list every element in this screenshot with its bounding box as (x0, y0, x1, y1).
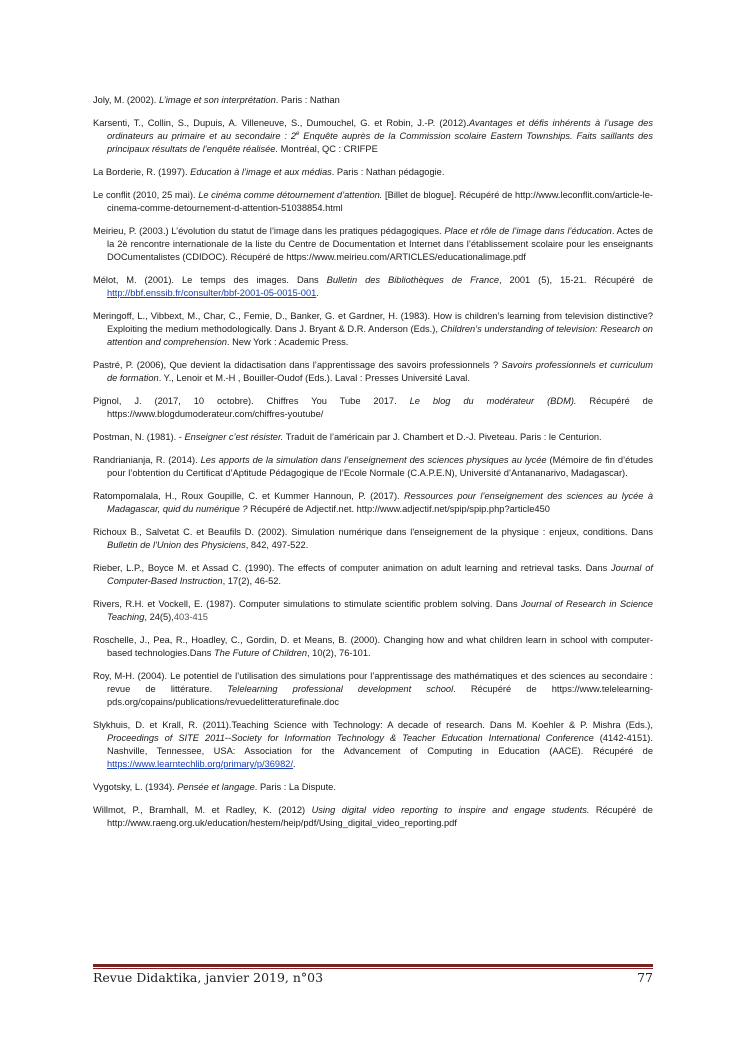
reference-authors: Ratompomalala, H., Roux Goupille, C. et Kummer Hannoun, P. (2017). (93, 491, 404, 501)
reference-entry (93, 431, 653, 444)
reference-authors: Joly, M. (2002). (93, 95, 159, 105)
reference-entry (93, 225, 653, 264)
reference-rest: . Actes de la 2è rencontre internationale de la liste du Centre de Documentation et Internet dans l’établissement scolaire pour les enseignants DOCumentalistes (CDIDOC). Récupéré de https://www.meirieu.com/ARTICLES/educationalimage.pdf (107, 226, 653, 262)
reference-title: L’image et son interprétation (158, 95, 276, 105)
reference-rest: . Paris : Nathan (275, 95, 340, 105)
reference-title: Bulletin de l'Union des Physiciens (107, 540, 246, 550)
reference-entry (93, 310, 653, 349)
reference-title-cont: Enquête auprès de la Commission scolaire Eastern Townships. Faits saillants des principaux résultats de l’enquête réalisée. (107, 131, 653, 154)
reference-entry (93, 781, 653, 794)
reference-authors: Karsenti, T., Collin, S., Dupuis, A. Villeneuve, S., Dumouchel, G. et Robin, J.-P. (2012). (93, 118, 469, 128)
reference-authors: Vygotsky, L. (1934). (93, 782, 178, 792)
reference-rest: Récupéré de Adjectif.net. http://www.adjectif.net/spip/spip.php?article450 (247, 504, 550, 514)
reference-title: Savoirs professionnels et curriculum de formation (107, 360, 654, 383)
reference-entry (93, 359, 653, 385)
reference-title: Pensée et langage (177, 782, 255, 792)
reference-rest: Traduit de l’américain par J. Chambert et D.-J. Piveteau. Paris : le Centurion. (283, 432, 602, 442)
reference-rest-end: . (293, 759, 296, 769)
reference-title: Le blog du modérateur (BDM). (409, 396, 577, 406)
reference-list (93, 94, 653, 840)
reference-entry (93, 94, 653, 107)
reference-authors: La Borderie, R. (1997). (93, 167, 191, 177)
reference-authors: Slykhuis, D. et Krall, R. (2011).Teaching Science with Technology: A decade of research. Dans M. Koehler & P. Mishra (Eds.), (93, 720, 653, 730)
reference-title: Enseigner c’est résister. (184, 432, 284, 442)
reference-rest: Récupéré de http://www.raeng.org.uk/education/hestem/heip/pdf/Using_digital_video_reporting.pdf (107, 805, 653, 828)
reference-title: Les apports de la simulation dans l’enseignement des sciences physiques au lycée (200, 455, 547, 465)
reference-title: Place et rôle de l’image dans l’éducation (444, 226, 612, 236)
reference-pages: 403-415 (173, 612, 208, 622)
reference-entry (93, 719, 653, 771)
reference-rest: (Mémoire de fin d’études pour l’obtention du Certificat d’Aptitude Pédagogique de l’Ecole Normale (C.A.P.E.N), Université d’Antananarivo, Madagascar). (107, 455, 654, 478)
reference-authors: Rivers, R.H. et Vockell, E. (1987). Computer simulations to stimulate scientific problem solving. Dans (93, 599, 521, 609)
reference-entry (93, 804, 653, 830)
reference-title: Proceedings of SITE 2011--Society for Information Technology & Teacher Education International Conference (107, 733, 594, 743)
reference-entry (93, 117, 653, 156)
reference-rest: . Paris : Nathan pédagogie. (331, 167, 445, 177)
reference-rest: , 10(2), 76-101. (307, 648, 371, 658)
reference-entry (93, 634, 653, 660)
reference-authors: Pastré, P. (2006), Que devient la didactisation dans l’apprentissage des savoirs professionnels ? (93, 360, 502, 370)
reference-authors: Mélot, M. (2001). Le temps des images. Dans (93, 275, 327, 285)
reference-authors: Meringoff, L., Vibbext, M., Char, C., Femie, D., Banker, G. et Gardner, H. (1983). How is children’s learning from television distinctive? Exploiting the medium methodologically. Dans J. Bryant & D.R. Anderson (Eds.), (93, 311, 653, 334)
reference-rest: Montréal, QC : CRIFPE (278, 144, 378, 154)
reference-entry (93, 490, 653, 516)
reference-rest: [Billet de blogue]. Récupéré de http://www.leconflit.com/article-le-cinema-comme-detournement-d-attention-51038854.html (107, 190, 653, 213)
reference-authors: Roy, M-H. (2004). Le potentiel de l’utilisation des simulations pour l’apprentissage des mathématiques et des sciences au secondaire : revue de littérature. (93, 671, 653, 694)
reference-title: Bulletin des Bibliothèques de France (326, 275, 500, 285)
reference-authors: Pignol, J. (2017, 10 octobre). Chiffres You Tube 2017. (93, 396, 410, 406)
reference-title: Journal of Research in Science Teaching (107, 599, 653, 622)
reference-authors: Randrianianja, R. (2014). (93, 455, 201, 465)
reference-title: Telelearning professional development school (227, 684, 454, 694)
reference-authors: Postman, N. (1981). - (93, 432, 185, 442)
reference-rest: . Y., Lenoir et M.-H , Bouiller-Oudof (Eds.). Laval : Presses Université Laval. (158, 373, 470, 383)
reference-authors: Le conflit (2010, 25 mai). (93, 190, 199, 200)
reference-title: Using digital video reporting to inspire and engage students. (311, 805, 590, 815)
reference-authors: Rieber, L.P., Boyce M. et Assad C. (1990). The effects of computer animation on adult learning and retrieval tasks. Dans (93, 563, 611, 573)
reference-authors: Willmot, P., Bramhall, M. et Radley, K. (2012) (93, 805, 312, 815)
footer-journal: Revue Didaktika, janvier 2019, n°03 (93, 970, 324, 985)
reference-entry (93, 562, 653, 588)
reference-title: Avantages et défis inhérents à l’usage des ordinateurs au primaire et au secondaire : 2 (107, 118, 653, 141)
reference-entry (93, 189, 653, 215)
reference-superscript: e (296, 130, 300, 137)
reference-rest: Récupéré de https://www.blogdumoderateur.com/chiffres-youtube/ (107, 396, 653, 419)
reference-title: Ressources pour l’enseignement des sciences au lycée à Madagascar, quid du numérique ? (107, 491, 653, 514)
reference-rest: . Paris : La Dispute. (254, 782, 336, 792)
reference-authors: Roschelle, J., Pea, R., Hoadley, C., Gordin, D. et Means, B. (2000). Changing how and what children learn in school with computer-based technologies.Dans (93, 635, 653, 658)
reference-rest: , 842, 497-522. (245, 540, 309, 550)
reference-rest: . Récupéré de https://www.telelearning-pds.org/copains/publications/revuedelitteraturefinale.doc (107, 684, 653, 707)
reference-rest: , 2001 (5), 15-21. Récupéré de (499, 275, 653, 285)
reference-authors: Richoux B., Salvetat C. et Beaufils D. (2002). Simulation numérique dans l'enseignement de la physique : enjeux, conditions. Dans (93, 527, 653, 537)
reference-title: Journal of Computer-Based Instruction (107, 563, 653, 586)
reference-rest: (4142-4151). Nashville, Tennessee, USA: Association for the Advancement of Computing in Education (AACE). Récupéré de (107, 733, 653, 756)
reference-rest: , 24(5), (144, 612, 174, 622)
reference-entry (93, 274, 653, 300)
reference-title: Children’s understanding of television: Research on attention and comprehension (107, 324, 653, 347)
reference-entry (93, 526, 653, 552)
reference-entry (93, 454, 653, 480)
reference-title: Education à l’image et aux médias (190, 167, 332, 177)
reference-entry (93, 598, 653, 624)
page-number: 77 (637, 970, 653, 985)
reference-link[interactable]: http://bbf.enssib.fr/consulter/bbf-2001-05-0015-001 (107, 288, 317, 298)
reference-link[interactable]: https://www.learntechlib.org/primary/p/36982/ (107, 759, 294, 769)
reference-entry (93, 395, 653, 421)
reference-title: Le cinéma comme détournement d’attention. (198, 190, 383, 200)
footer-rule (93, 964, 653, 969)
reference-title: The Future of Children (214, 648, 308, 658)
reference-rest: , 17(2), 46-52. (222, 576, 281, 586)
reference-rest-end: . (316, 288, 319, 298)
reference-entry (93, 670, 653, 709)
reference-entry (93, 166, 653, 179)
reference-authors: Meirieu, P. (2003.) L’évolution du statut de l’image dans les pratiques pédagogiques. (93, 226, 445, 236)
reference-rest: . New York : Academic Press. (226, 337, 349, 347)
